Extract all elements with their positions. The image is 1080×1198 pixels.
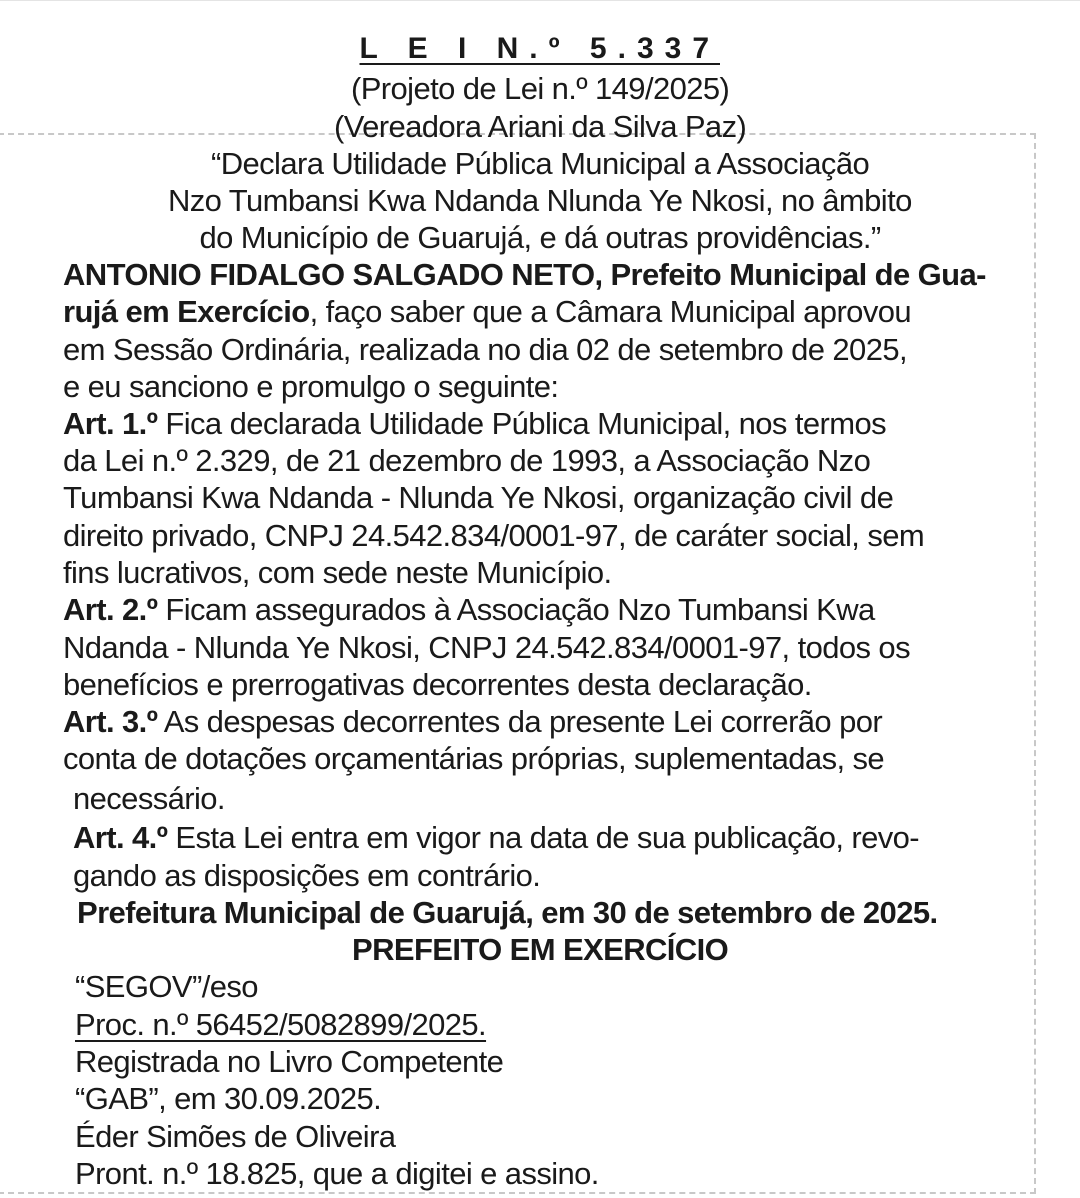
preamble-line: em Sessão Ordinária, realizada no dia 02 de setembro de 2025, (63, 332, 907, 367)
article-text: Ndanda - Nlunda Ye Nkosi, CNPJ 24.542.834/0001-97, todos os (63, 630, 910, 665)
signatory-title: PREFEITO EM EXERCÍCIO (352, 932, 729, 967)
article-2 (63, 591, 875, 629)
closing-place-date: Prefeitura Municipal de Guarujá, em 30 de setembro de 2025. (77, 895, 938, 930)
process-number: Proc. n.º 56452/5082899/2025. (75, 1007, 487, 1042)
mayor-name: ANTONIO FIDALGO SALGADO NETO, (63, 257, 603, 292)
article-label: Art. 1.º (63, 406, 158, 441)
summary-line: “Declara Utilidade Pública Municipal a Associação (211, 146, 870, 181)
article-text: fins lucrativos, com sede neste Município. (63, 555, 612, 590)
bill-author: (Vereadora Ariani da Silva Paz) (334, 109, 747, 144)
article-text: benefícios e prerrogativas decorrentes desta declaração. (63, 667, 812, 702)
article-label: Art. 3.º (63, 704, 158, 739)
law-title: L E I N.º 5.337 (359, 32, 720, 65)
article-text: conta de dotações orçamentárias próprias, suplementadas, se (63, 741, 885, 776)
mayor-title-cont: rujá em Exercício (63, 294, 310, 329)
footer-line: Pront. n.º 18.825, que a digitei e assino. (75, 1156, 599, 1191)
summary-line: do Município de Guarujá, e dá outras providências.” (199, 220, 881, 255)
article-1 (63, 405, 886, 443)
preamble-line (63, 293, 911, 331)
article-text: da Lei n.º 2.329, de 21 dezembro de 1993, a Associação Nzo (63, 443, 871, 478)
summary-line: Nzo Tumbansi Kwa Ndanda Nlunda Ye Nkosi, no âmbito (168, 183, 912, 218)
article-text: Fica declarada Utilidade Pública Municipal, nos termos (157, 406, 886, 441)
bill-number: (Projeto de Lei n.º 149/2025) (351, 71, 730, 106)
article-text: direito privado, CNPJ 24.542.834/0001-97, de caráter social, sem (63, 518, 925, 553)
footer-line: Registrada no Livro Competente (75, 1044, 504, 1079)
footer-line: “GAB”, em 30.09.2025. (75, 1081, 382, 1116)
article-text: Ficam assegurados à Associação Nzo Tumbansi Kwa (157, 592, 875, 627)
article-text: Tumbansi Kwa Ndanda - Nlunda Ye Nkosi, organização civil de (63, 480, 894, 515)
preamble-line: e eu sanciono e promulgo o seguinte: (63, 369, 559, 404)
signer-name: Éder Simões de Oliveira (75, 1119, 396, 1154)
footer-line: “SEGOV”/eso (75, 969, 258, 1004)
preamble-line (63, 256, 986, 294)
article-3 (63, 703, 882, 741)
article-text: Esta Lei entra em vigor na data de sua publicação, revo- (167, 820, 919, 855)
article-label: Art. 2.º (63, 592, 158, 627)
article-text: As despesas decorrentes da presente Lei correrão por (157, 704, 883, 739)
article-text: necessário. (73, 781, 225, 816)
preamble-text: , faço saber que a Câmara Municipal aprovou (309, 294, 911, 329)
article-4 (73, 819, 919, 857)
mayor-title: Prefeito Municipal de Gua- (602, 257, 986, 292)
article-text: gando as disposições em contrário. (73, 858, 541, 893)
article-label: Art. 4.º (73, 820, 168, 855)
